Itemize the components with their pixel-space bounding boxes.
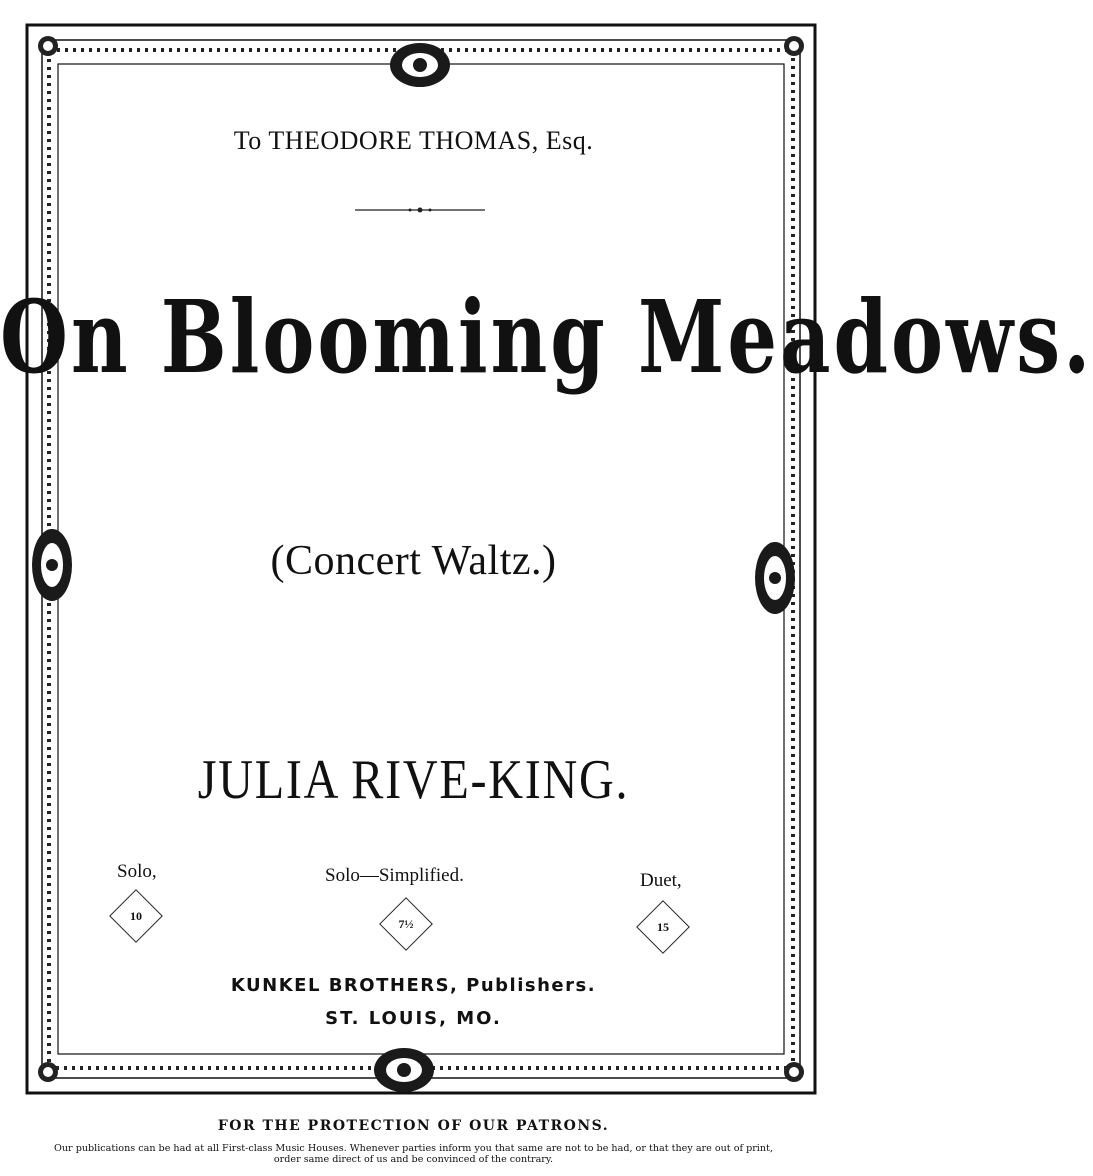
- price-value: 7½: [398, 917, 414, 931]
- publisher-name: KUNKEL BROTHERS, Publishers.: [230, 975, 597, 996]
- price-value: 15: [657, 920, 669, 934]
- edition-label-simplified: Solo—Simplified.: [325, 865, 464, 886]
- composer-name: JULIA RIVE-KING.: [197, 749, 630, 811]
- piece-subtitle: (Concert Waltz.): [270, 538, 557, 584]
- dedication: To THEODORE THOMAS, Esq.: [233, 126, 594, 155]
- notice-body: Our publications can be had at all First-class Music Houses. Whenever parties inform you that same are not to be had, or that they are out of print, order same direct of us and be convinced of the contrary.: [54, 1143, 773, 1165]
- notice-heading: FOR THE PROTECTION OF OUR PATRONS.: [217, 1118, 610, 1134]
- publisher-city: ST. LOUIS, MO.: [325, 1008, 502, 1029]
- edition-label-duet: Duet,: [640, 870, 682, 891]
- piece-title: On Blooming Meadows.: [0, 280, 1093, 397]
- divider-rule: [355, 208, 485, 213]
- price-badge-simplified: [387, 905, 425, 943]
- price-value: 10: [130, 909, 142, 923]
- price-badge-duet: [644, 908, 682, 946]
- price-badge-solo: [117, 897, 155, 935]
- edition-label-solo: Solo,: [117, 861, 157, 882]
